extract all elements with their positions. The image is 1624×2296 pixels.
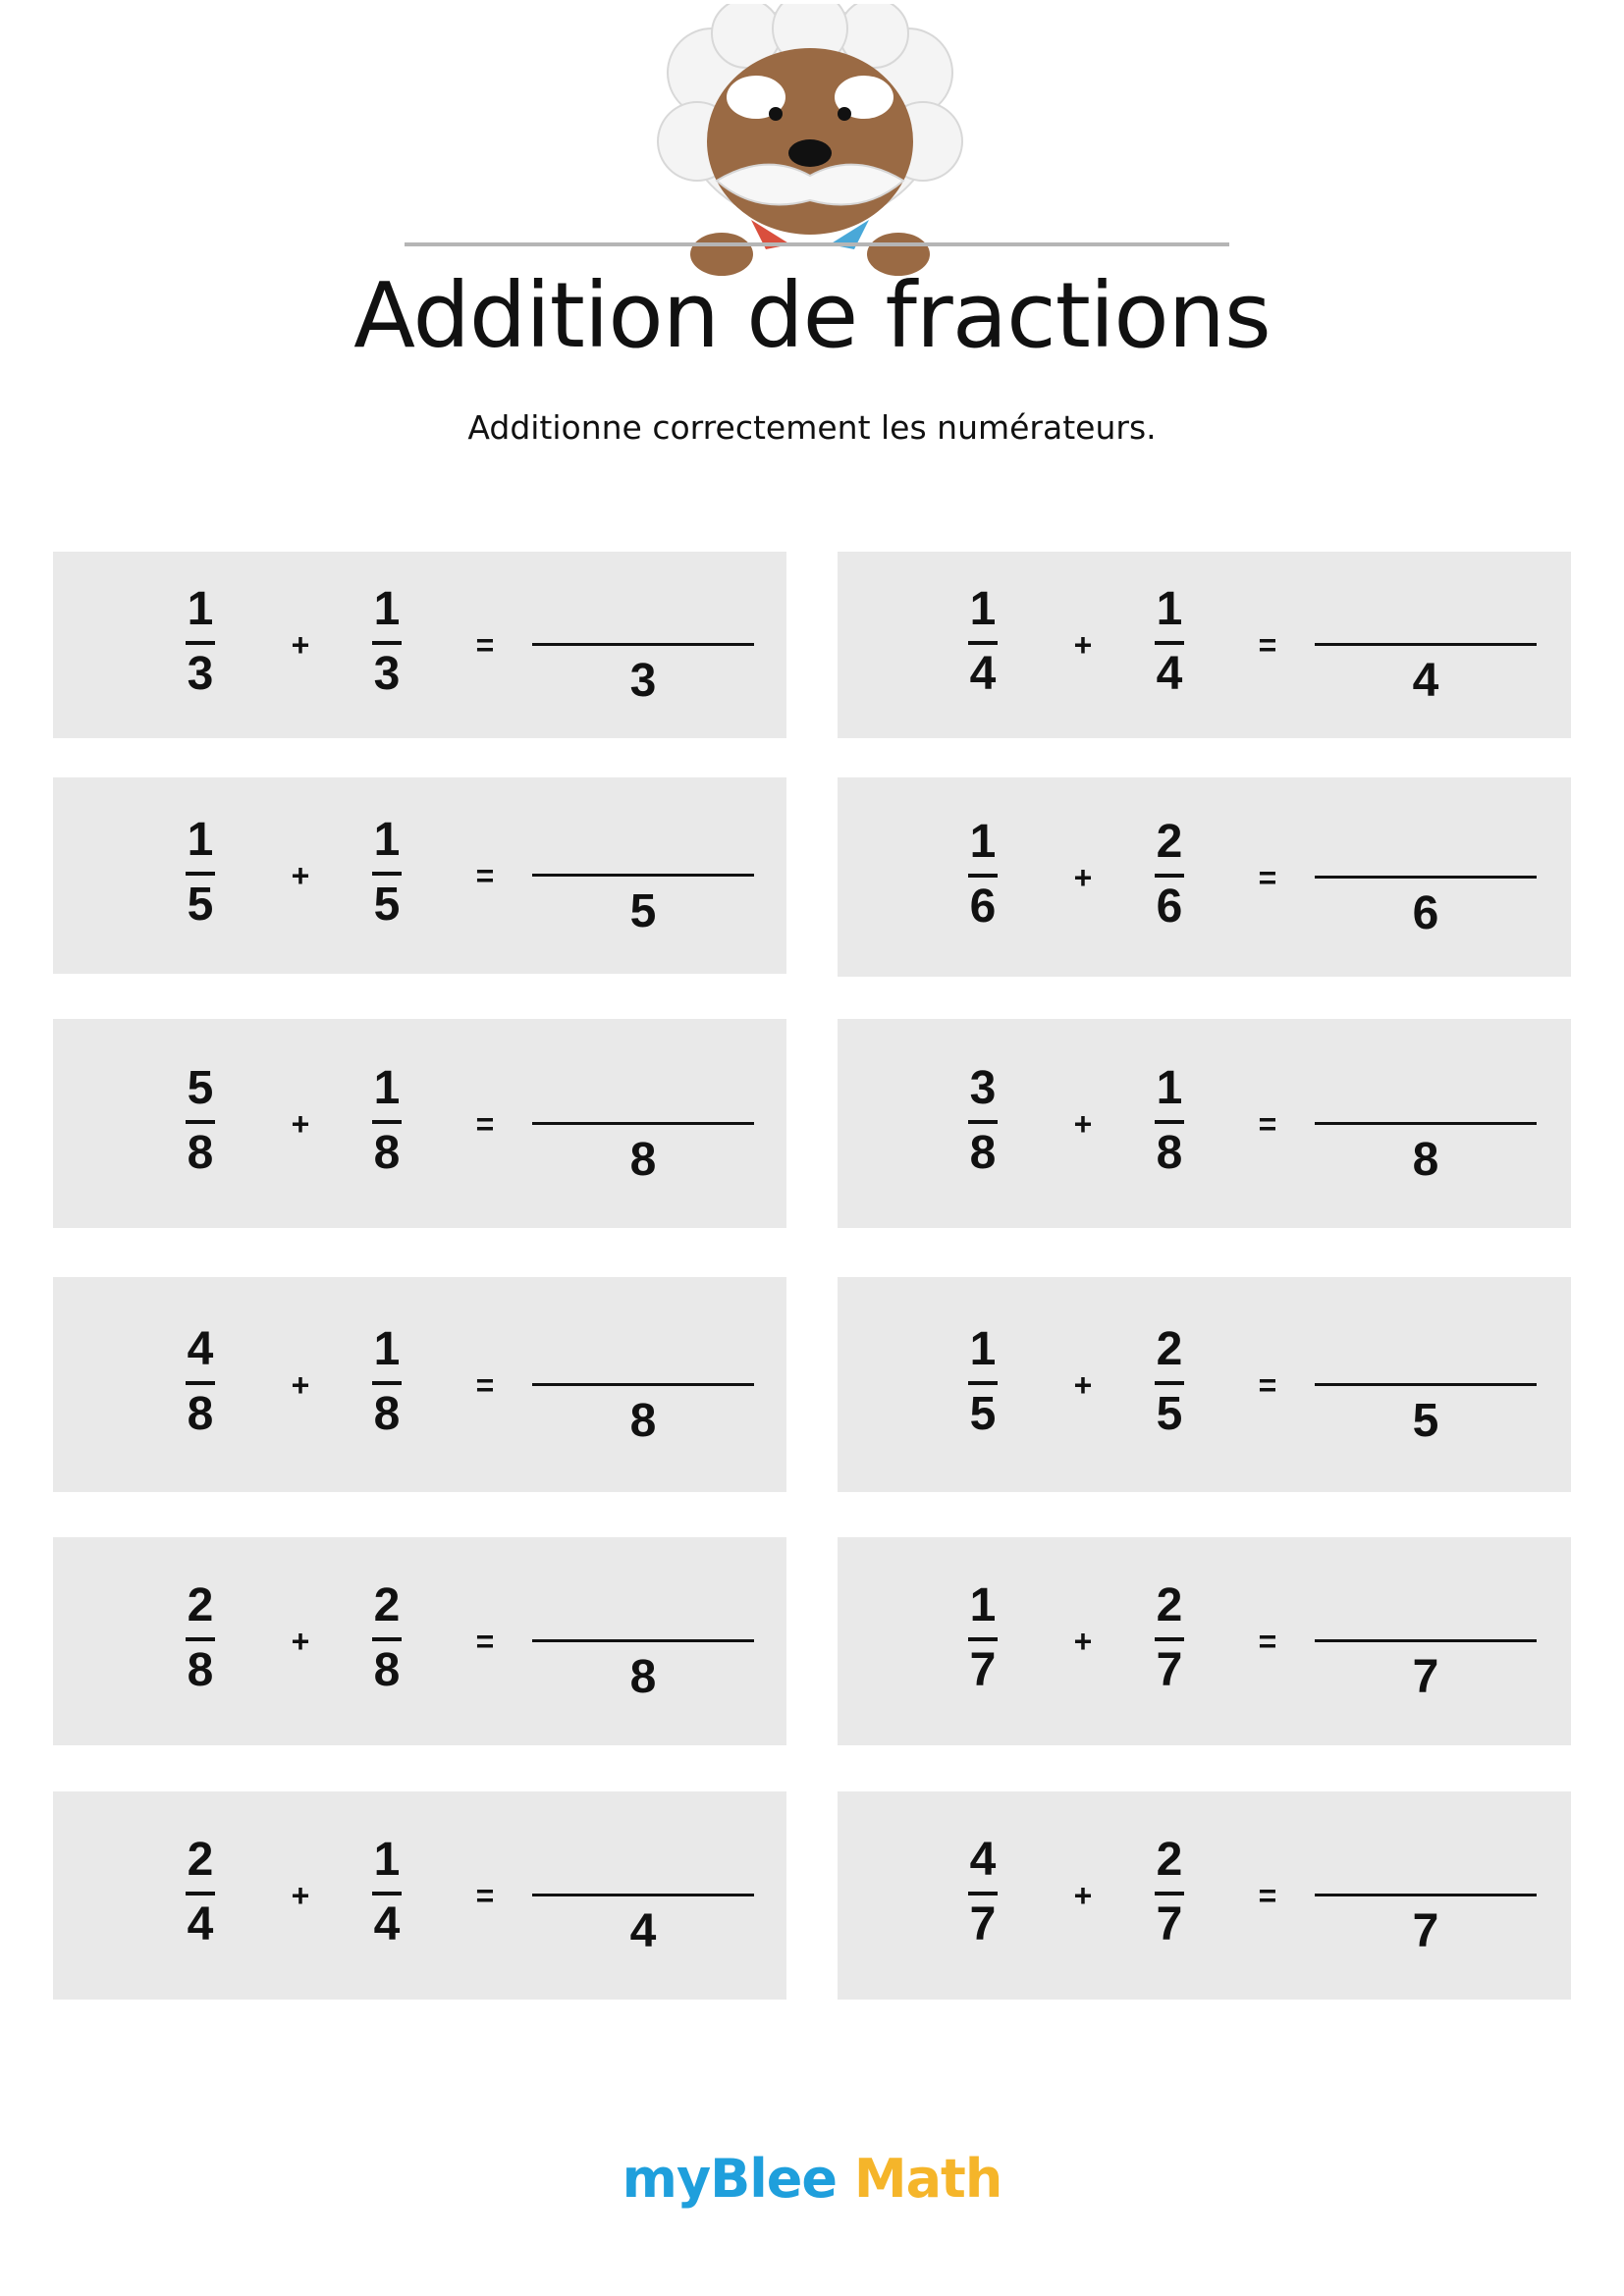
fraction-b bbox=[357, 583, 416, 702]
fraction-bar bbox=[1155, 641, 1184, 645]
fraction-a bbox=[953, 1322, 1012, 1442]
brand-logo: myBlee Math bbox=[622, 2148, 1002, 2210]
exercise-card bbox=[838, 1537, 1571, 1745]
fraction-b bbox=[1140, 1579, 1199, 1698]
fraction-bar bbox=[968, 1381, 998, 1385]
denominator: 6 bbox=[1156, 880, 1183, 933]
denominator: 5 bbox=[969, 1387, 997, 1440]
page-title: Addition de fractions bbox=[353, 263, 1271, 368]
denominator: 8 bbox=[373, 1644, 401, 1696]
exercise-card bbox=[53, 552, 786, 738]
fraction-bar bbox=[372, 872, 402, 876]
fraction-bar bbox=[968, 1120, 998, 1124]
fraction-a bbox=[953, 815, 1012, 934]
fraction-bar bbox=[1155, 1637, 1184, 1641]
numerator: 2 bbox=[187, 1834, 214, 1886]
answer-line[interactable] bbox=[1315, 1894, 1537, 1896]
exercise-card bbox=[53, 777, 786, 974]
answer-blank[interactable] bbox=[1315, 1894, 1537, 1955]
fraction-a bbox=[171, 1322, 230, 1442]
denominator: 8 bbox=[187, 1387, 214, 1440]
fraction-a bbox=[953, 1834, 1012, 1952]
fraction-bar bbox=[186, 641, 215, 645]
numerator: 2 bbox=[373, 1579, 401, 1631]
answer-denominator: 8 bbox=[629, 1651, 657, 1703]
denominator: 4 bbox=[373, 1898, 401, 1950]
fraction-b bbox=[357, 1834, 416, 1952]
denominator: 8 bbox=[1156, 1126, 1183, 1179]
answer-blank[interactable] bbox=[532, 874, 754, 935]
denominator: 7 bbox=[1156, 1898, 1183, 1950]
plus-sign: + bbox=[1073, 1105, 1093, 1142]
denominator: 4 bbox=[187, 1898, 214, 1950]
answer-blank[interactable] bbox=[532, 1894, 754, 1955]
denominator: 8 bbox=[187, 1126, 214, 1179]
equals-sign: = bbox=[475, 858, 495, 893]
fraction-a bbox=[953, 1579, 1012, 1698]
fraction-b bbox=[357, 1061, 416, 1181]
answer-denominator: 5 bbox=[629, 885, 657, 937]
denominator: 3 bbox=[187, 648, 214, 700]
equals-sign: = bbox=[1258, 1105, 1277, 1142]
fraction-bar bbox=[186, 1120, 215, 1124]
fraction-a bbox=[953, 583, 1012, 702]
fraction-bar bbox=[1155, 1892, 1184, 1896]
answer-line[interactable] bbox=[532, 1639, 754, 1642]
fraction-b bbox=[1140, 1322, 1199, 1442]
fraction-a bbox=[953, 1061, 1012, 1181]
answer-blank[interactable] bbox=[1315, 1122, 1537, 1184]
fraction-bar bbox=[1155, 1381, 1184, 1385]
equals-sign: = bbox=[1258, 1878, 1277, 1913]
numerator: 4 bbox=[969, 1834, 997, 1886]
equals-sign: = bbox=[1258, 859, 1277, 895]
fraction-bar bbox=[372, 1637, 402, 1641]
numerator: 2 bbox=[187, 1579, 214, 1631]
exercise-card bbox=[53, 1537, 786, 1745]
answer-line[interactable] bbox=[1315, 1122, 1537, 1125]
fraction-a bbox=[171, 1061, 230, 1181]
answer-denominator: 8 bbox=[1412, 1133, 1439, 1186]
instructions: Additionne correctement les numérateurs. bbox=[467, 408, 1157, 447]
numerator: 2 bbox=[1156, 1322, 1183, 1375]
numerator: 1 bbox=[969, 1579, 997, 1631]
numerator: 2 bbox=[1156, 1834, 1183, 1886]
fraction-bar bbox=[372, 1120, 402, 1124]
fraction-a bbox=[171, 814, 230, 933]
divider-line bbox=[405, 242, 1229, 246]
fraction-b bbox=[1140, 583, 1199, 702]
fraction-bar bbox=[1155, 874, 1184, 878]
fraction-bar bbox=[968, 874, 998, 878]
bear-mascot-icon bbox=[628, 4, 992, 279]
numerator: 3 bbox=[969, 1061, 997, 1114]
denominator: 4 bbox=[1156, 648, 1183, 700]
plus-sign: + bbox=[291, 1624, 310, 1659]
fraction-bar bbox=[1155, 1120, 1184, 1124]
answer-blank[interactable] bbox=[532, 643, 754, 705]
fraction-bar bbox=[186, 1381, 215, 1385]
fraction-b bbox=[1140, 1834, 1199, 1952]
denominator: 5 bbox=[1156, 1387, 1183, 1440]
plus-sign: + bbox=[1073, 1366, 1093, 1403]
plus-sign: + bbox=[291, 1366, 310, 1403]
numerator: 1 bbox=[969, 583, 997, 635]
answer-line[interactable] bbox=[1315, 1639, 1537, 1642]
fraction-b bbox=[357, 1579, 416, 1698]
answer-blank[interactable] bbox=[532, 1122, 754, 1184]
denominator: 7 bbox=[969, 1898, 997, 1950]
numerator: 1 bbox=[969, 1322, 997, 1375]
numerator: 1 bbox=[373, 1322, 401, 1375]
answer-denominator: 7 bbox=[1412, 1905, 1439, 1957]
plus-sign: + bbox=[291, 627, 310, 663]
fraction-a bbox=[171, 583, 230, 702]
equals-sign: = bbox=[1258, 1624, 1277, 1659]
fraction-bar bbox=[372, 641, 402, 645]
denominator: 8 bbox=[969, 1126, 997, 1179]
answer-line[interactable] bbox=[532, 874, 754, 877]
fraction-b bbox=[357, 814, 416, 933]
exercise-card bbox=[838, 1277, 1571, 1492]
answer-denominator: 6 bbox=[1412, 886, 1439, 939]
answer-denominator: 8 bbox=[629, 1133, 657, 1186]
numerator: 4 bbox=[187, 1322, 214, 1375]
fraction-bar bbox=[186, 1892, 215, 1896]
equals-sign: = bbox=[475, 627, 495, 663]
fraction-bar bbox=[968, 1637, 998, 1641]
plus-sign: + bbox=[291, 858, 310, 893]
answer-blank[interactable] bbox=[1315, 1383, 1537, 1445]
exercise-card bbox=[53, 1019, 786, 1228]
denominator: 7 bbox=[969, 1644, 997, 1696]
denominator: 6 bbox=[969, 880, 997, 933]
denominator: 4 bbox=[969, 648, 997, 700]
plus-sign: + bbox=[1073, 1878, 1093, 1913]
answer-line[interactable] bbox=[532, 643, 754, 646]
exercise-card bbox=[53, 1277, 786, 1492]
numerator: 5 bbox=[187, 1061, 214, 1114]
answer-line[interactable] bbox=[1315, 1383, 1537, 1386]
fraction-bar bbox=[372, 1892, 402, 1896]
fraction-a bbox=[171, 1579, 230, 1698]
denominator: 8 bbox=[373, 1387, 401, 1440]
answer-denominator: 7 bbox=[1412, 1651, 1439, 1703]
answer-blank[interactable] bbox=[1315, 876, 1537, 937]
equals-sign: = bbox=[475, 1624, 495, 1659]
answer-blank[interactable] bbox=[1315, 1639, 1537, 1701]
numerator: 1 bbox=[373, 814, 401, 866]
fraction-b bbox=[1140, 815, 1199, 934]
denominator: 8 bbox=[373, 1126, 401, 1179]
denominator: 7 bbox=[1156, 1644, 1183, 1696]
plus-sign: + bbox=[1073, 1624, 1093, 1659]
equals-sign: = bbox=[1258, 627, 1277, 663]
plus-sign: + bbox=[291, 1105, 310, 1142]
equals-sign: = bbox=[475, 1878, 495, 1913]
answer-line[interactable] bbox=[1315, 876, 1537, 879]
answer-denominator: 4 bbox=[629, 1905, 657, 1957]
denominator: 5 bbox=[373, 879, 401, 931]
answer-denominator: 5 bbox=[1412, 1394, 1439, 1447]
equals-sign: = bbox=[475, 1105, 495, 1142]
exercise-card bbox=[838, 1019, 1571, 1228]
exercise-card bbox=[838, 552, 1571, 738]
answer-denominator: 4 bbox=[1412, 655, 1439, 707]
numerator: 1 bbox=[1156, 1061, 1183, 1114]
numerator: 1 bbox=[373, 583, 401, 635]
plus-sign: + bbox=[1073, 627, 1093, 663]
plus-sign: + bbox=[1073, 859, 1093, 895]
answer-blank[interactable] bbox=[532, 1383, 754, 1445]
exercise-card bbox=[53, 1791, 786, 2000]
numerator: 1 bbox=[373, 1061, 401, 1114]
answer-blank[interactable] bbox=[532, 1639, 754, 1701]
answer-denominator: 8 bbox=[629, 1394, 657, 1447]
denominator: 5 bbox=[187, 879, 214, 931]
exercise-card bbox=[838, 1791, 1571, 2000]
exercise-card bbox=[838, 777, 1571, 977]
fraction-bar bbox=[968, 641, 998, 645]
numerator: 2 bbox=[1156, 1579, 1183, 1631]
fraction-b bbox=[1140, 1061, 1199, 1181]
answer-line[interactable] bbox=[532, 1894, 754, 1896]
numerator: 1 bbox=[1156, 583, 1183, 635]
numerator: 1 bbox=[187, 583, 214, 635]
equals-sign: = bbox=[475, 1366, 495, 1403]
fraction-bar bbox=[186, 1637, 215, 1641]
answer-denominator: 3 bbox=[629, 655, 657, 707]
plus-sign: + bbox=[291, 1878, 310, 1913]
fraction-bar bbox=[968, 1892, 998, 1896]
denominator: 8 bbox=[187, 1644, 214, 1696]
answer-line[interactable] bbox=[532, 1383, 754, 1386]
numerator: 1 bbox=[969, 815, 997, 868]
answer-line[interactable] bbox=[1315, 643, 1537, 646]
equals-sign: = bbox=[1258, 1366, 1277, 1403]
answer-line[interactable] bbox=[532, 1122, 754, 1125]
numerator: 1 bbox=[187, 814, 214, 866]
fraction-bar bbox=[372, 1381, 402, 1385]
fraction-a bbox=[171, 1834, 230, 1952]
answer-blank[interactable] bbox=[1315, 643, 1537, 705]
fraction-bar bbox=[186, 872, 215, 876]
fraction-b bbox=[357, 1322, 416, 1442]
numerator: 2 bbox=[1156, 815, 1183, 868]
numerator: 1 bbox=[373, 1834, 401, 1886]
denominator: 3 bbox=[373, 648, 401, 700]
